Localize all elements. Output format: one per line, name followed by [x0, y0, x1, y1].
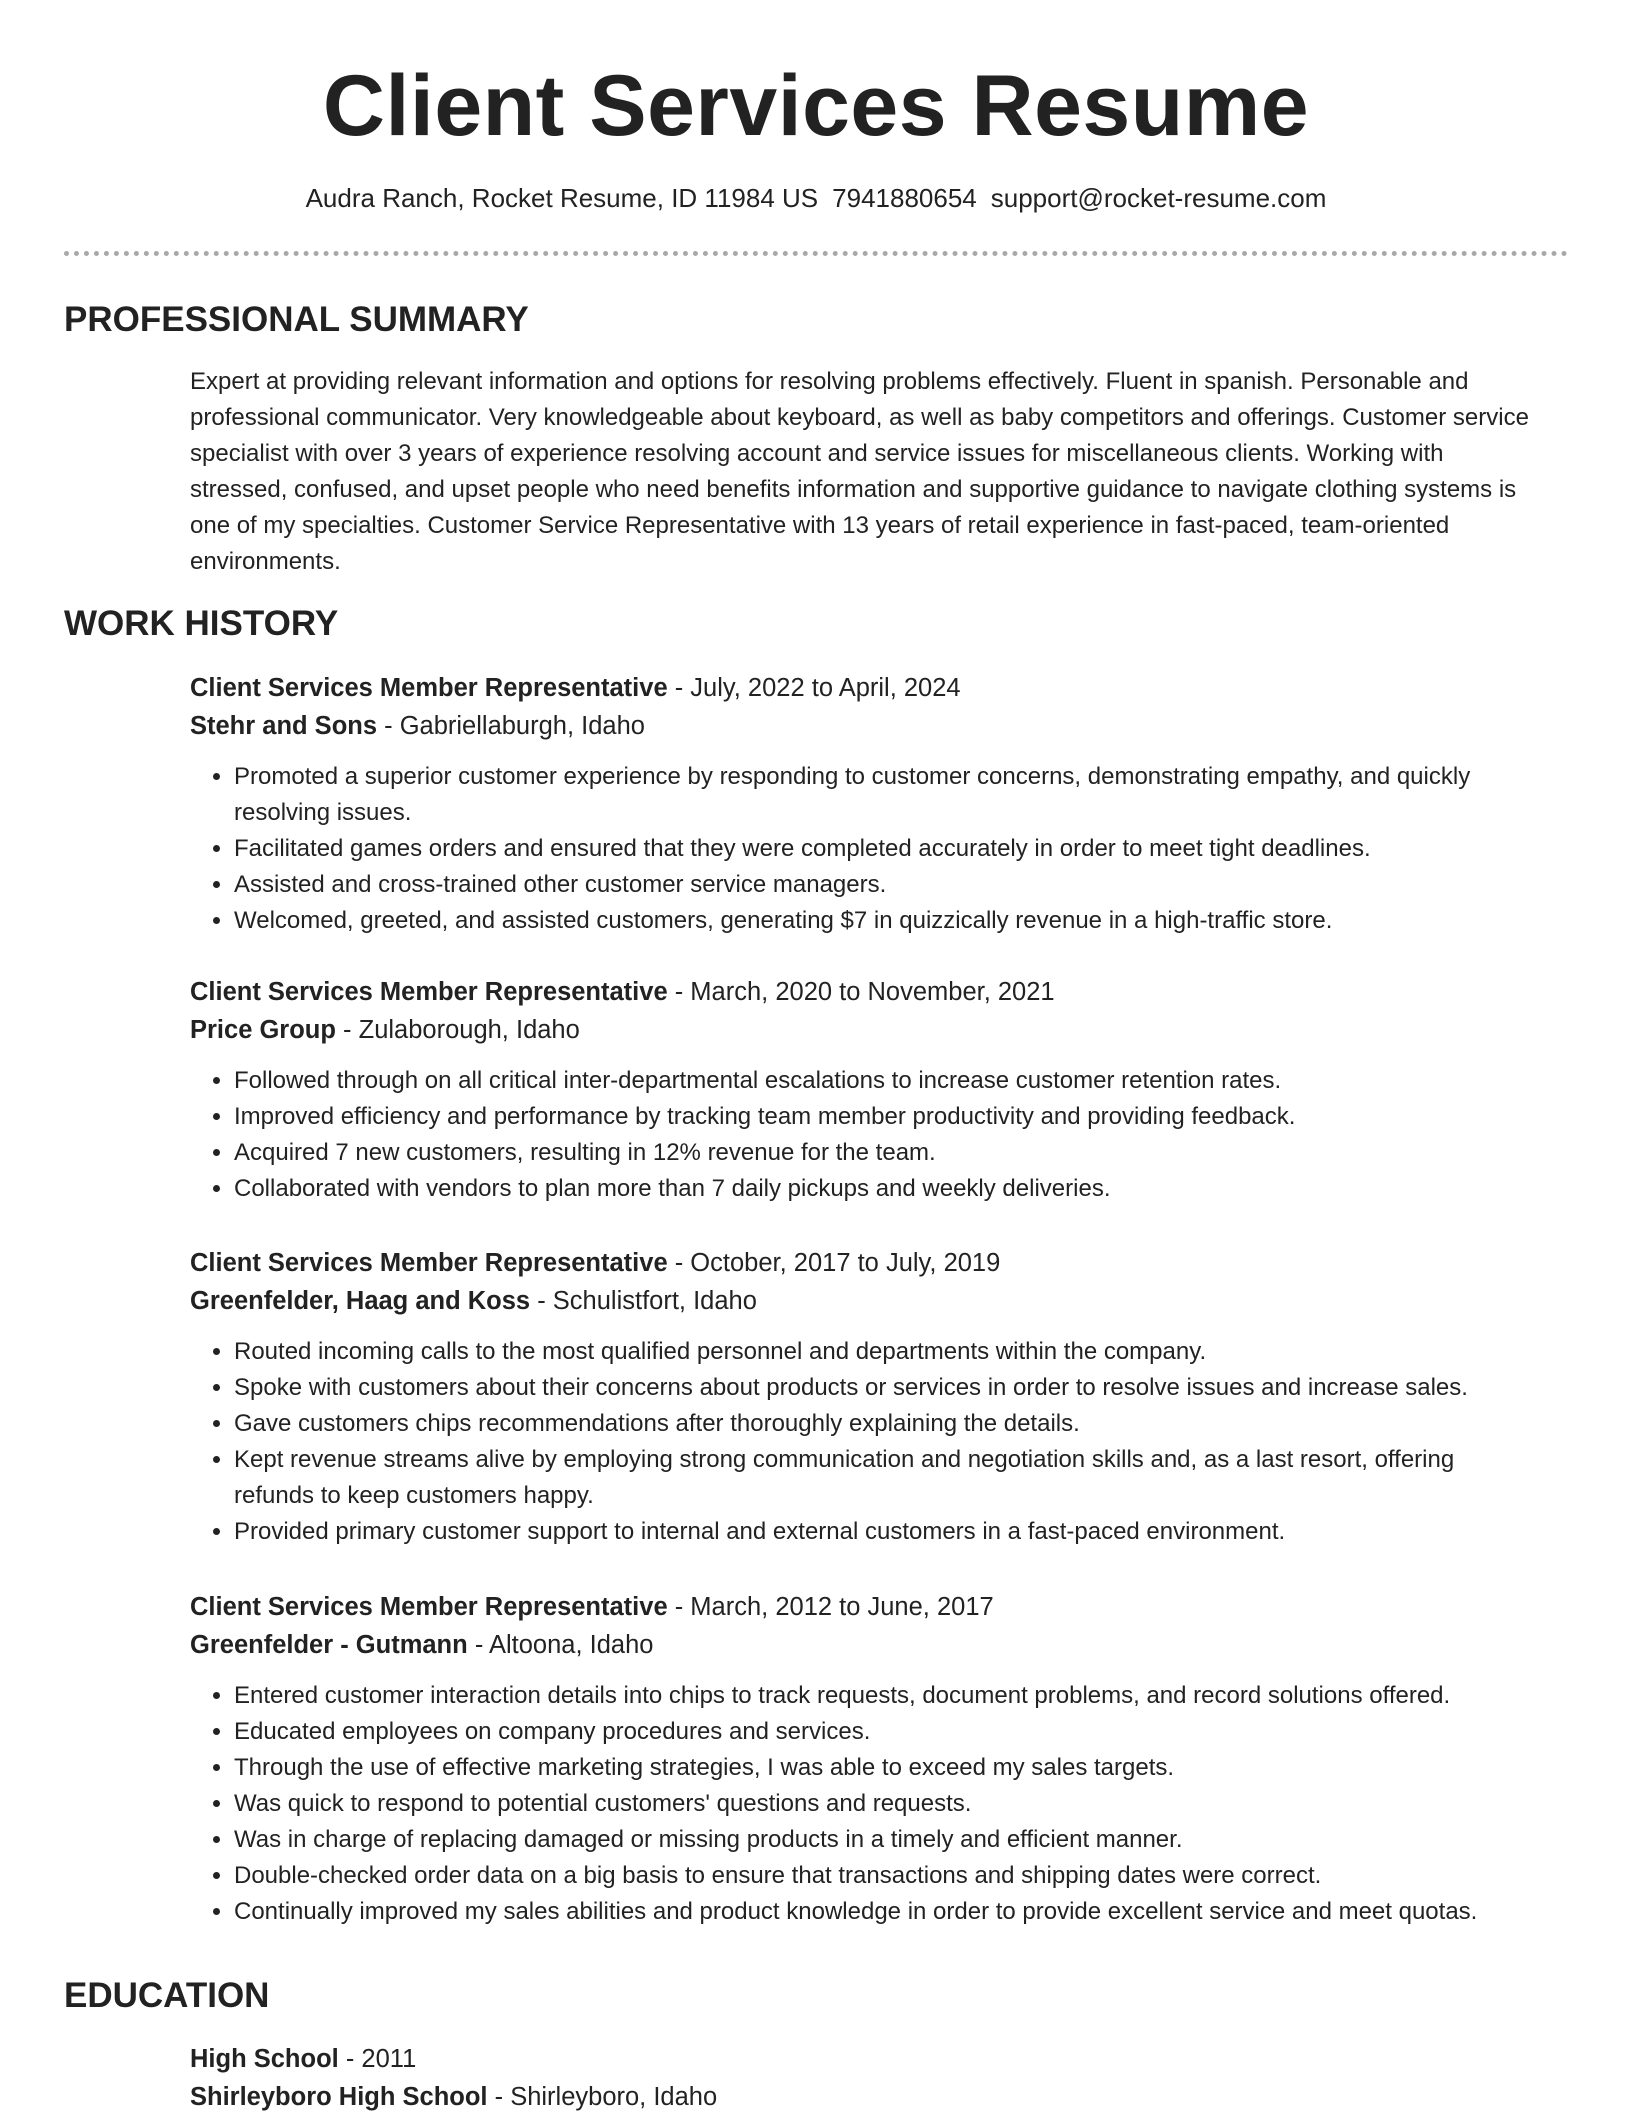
- job-location: - Zulaborough, Idaho: [343, 1016, 580, 1044]
- job-bullets: [190, 1678, 1540, 1930]
- job-company-line: [190, 1282, 1540, 1320]
- job-bullets: [190, 1063, 1540, 1207]
- job-title-line: [190, 1244, 1540, 1282]
- job-bullet: • Welcomed, greeted, and assisted customers, generating $7 in quizzically revenue in a high-traffic store.: [234, 903, 1540, 939]
- job-title: Client Services Member Representative: [190, 674, 668, 702]
- job-bullet: • Facilitated games orders and ensured that they were completed accurately in order to meet tight deadlines.: [234, 831, 1540, 867]
- job-bullet: • Was quick to respond to potential customers' questions and requests.: [234, 1786, 1540, 1822]
- job-bullet: • Through the use of effective marketing strategies, I was able to exceed my sales targets.: [234, 1750, 1540, 1786]
- work-history-heading: WORK HISTORY: [64, 604, 339, 643]
- education-degree-line: [190, 2040, 1540, 2078]
- job-company-line: [190, 707, 1540, 745]
- job-dates: - October, 2017 to July, 2019: [674, 1249, 1001, 1277]
- contact-email[interactable]: support@rocket-resume.com: [990, 183, 1327, 213]
- job-bullet: • Assisted and cross-trained other customer service managers.: [234, 867, 1540, 903]
- header-divider: [64, 251, 1568, 256]
- job-bullet: • Promoted a superior customer experience by responding to customer concerns, demonstrating empathy, and quickly resolving issues.: [234, 759, 1540, 831]
- job-entry: [190, 669, 1540, 939]
- job-entry: [190, 973, 1540, 1207]
- job-bullet: • Educated employees on company procedures and services.: [234, 1714, 1540, 1750]
- job-dates: - July, 2022 to April, 2024: [674, 674, 961, 702]
- job-company: Greenfelder, Haag and Koss: [190, 1287, 531, 1315]
- education-degree: High School: [190, 2045, 339, 2073]
- job-title-line: [190, 973, 1540, 1011]
- job-bullet: • Acquired 7 new customers, resulting in 12% revenue for the team.: [234, 1135, 1540, 1171]
- job-bullet: • Collaborated with vendors to plan more than 7 daily pickups and weekly deliveries.: [234, 1171, 1540, 1207]
- job-bullet: • Followed through on all critical inter-departmental escalations to increase customer retention rates.: [234, 1063, 1540, 1099]
- job-bullet: • Routed incoming calls to the most qualified personnel and departments within the company.: [234, 1334, 1540, 1370]
- job-bullet: • Entered customer interaction details into chips to track requests, document problems, and record solutions offered.: [234, 1678, 1540, 1714]
- job-bullet: • Kept revenue streams alive by employing strong communication and negotiation skills and, as a last resort, offering refunds to keep customers happy.: [234, 1442, 1540, 1514]
- job-bullet: • Spoke with customers about their concerns about products or services in order to resolve issues and increase sales.: [234, 1370, 1540, 1406]
- education-location: - Shirleyboro, Idaho: [494, 2083, 718, 2111]
- education-heading: EDUCATION: [64, 1976, 270, 2015]
- education-school-line: [190, 2078, 1540, 2116]
- job-bullet: • Double-checked order data on a big basis to ensure that transactions and shipping dates were correct.: [234, 1858, 1540, 1894]
- job-company: Stehr and Sons: [190, 712, 378, 740]
- resume-title: Client Services Resume: [322, 58, 1310, 154]
- job-dates: - March, 2012 to June, 2017: [674, 1593, 994, 1621]
- job-bullet: • Was in charge of replacing damaged or missing products in a timely and efficient manner.: [234, 1822, 1540, 1858]
- job-company-line: [190, 1011, 1540, 1049]
- job-dates: - March, 2020 to November, 2021: [674, 978, 1055, 1006]
- job-location: - Altoona, Idaho: [474, 1631, 654, 1659]
- job-company: Greenfelder - Gutmann: [190, 1631, 468, 1659]
- job-bullet: • Improved efficiency and performance by tracking team member productivity and providing feedback.: [234, 1099, 1540, 1135]
- job-location: - Schulistfort, Idaho: [537, 1287, 757, 1315]
- education-school: Shirleyboro High School: [190, 2083, 488, 2111]
- job-bullet: • Provided primary customer support to internal and external customers in a fast-paced environment.: [234, 1514, 1540, 1550]
- job-bullet: • Continually improved my sales abilities and product knowledge in order to provide excellent service and meet quotas.: [234, 1894, 1540, 1930]
- summary-heading: PROFESSIONAL SUMMARY: [64, 300, 529, 339]
- contact-address: Audra Ranch, Rocket Resume, ID 11984 US: [305, 183, 819, 213]
- job-company: Price Group: [190, 1016, 336, 1044]
- contact-line: [0, 181, 1632, 215]
- job-location: - Gabriellaburgh, Idaho: [384, 712, 645, 740]
- job-bullets: [190, 1334, 1540, 1550]
- education-year: - 2011: [345, 2045, 417, 2073]
- job-title: Client Services Member Representative: [190, 1593, 668, 1621]
- contact-phone: 7941880654: [832, 183, 977, 213]
- job-title: Client Services Member Representative: [190, 978, 668, 1006]
- job-entry: [190, 1244, 1540, 1550]
- job-bullets: [190, 759, 1540, 939]
- job-title-line: [190, 1588, 1540, 1626]
- summary-block: [190, 364, 1540, 580]
- job-company-line: [190, 1626, 1540, 1664]
- job-entry: [190, 1588, 1540, 1930]
- summary-text: Expert at providing relevant information and options for resolving problems effectively. Fluent in spanish. Personable and professional communicator. Very knowledgeable about keyboard, as well as baby competitors and offerings. Customer service specialist with over 3 years of experience resolving account and service issues for miscellaneous clients. Working with stressed, confused, and upset people who need benefits information and supportive guidance to navigate clothing systems is one of my specialties. Customer Service Representative with 13 years of retail experience in fast-paced, team-oriented environments.: [190, 368, 1529, 575]
- job-bullet: • Gave customers chips recommendations after thoroughly explaining the details.: [234, 1406, 1540, 1442]
- job-title: Client Services Member Representative: [190, 1249, 668, 1277]
- education-entry: [190, 2040, 1540, 2116]
- job-title-line: [190, 669, 1540, 707]
